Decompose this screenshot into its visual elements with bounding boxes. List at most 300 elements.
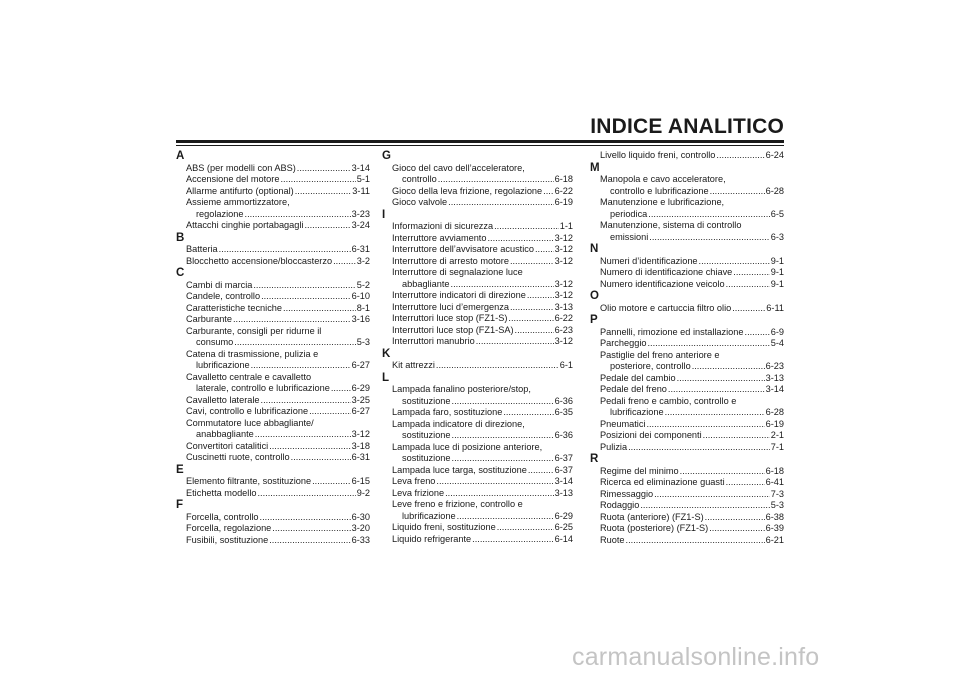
index-entry-text: Cavalletto laterale	[186, 394, 260, 405]
index-entry	[176, 488, 370, 500]
dot-leader	[626, 535, 765, 547]
title-rule-thin	[176, 145, 784, 146]
index-entry	[176, 303, 370, 315]
dot-leader	[745, 327, 770, 339]
index-entry-text: Carburante, consigli per ridurne il	[186, 325, 322, 336]
page-reference: 6-23	[554, 324, 573, 335]
dot-leader	[654, 489, 770, 501]
dot-leader	[487, 233, 553, 245]
index-entry	[176, 174, 370, 186]
index-entry-text: Catena di trasmissione, pulizia e	[186, 348, 319, 359]
index-entry-text: Blocchetto accensione/bloccasterzo	[186, 255, 333, 266]
page-reference: 3-14	[765, 384, 784, 394]
dot-leader	[732, 303, 765, 315]
page-reference: 9-1	[770, 278, 784, 289]
index-entry-text: Forcella, regolazione	[186, 523, 272, 533]
page-reference: 3-2	[356, 255, 370, 266]
dot-leader	[297, 163, 351, 175]
section-letter: O	[590, 290, 599, 302]
index-entry	[590, 384, 784, 396]
index-entry-text: Leva freno	[392, 476, 436, 486]
page-reference: 1-1	[559, 221, 573, 231]
page-reference: 3-24	[351, 220, 370, 230]
page-reference: 3-14	[351, 162, 370, 173]
section-letter: M	[590, 161, 600, 174]
index-entry-text: periodica	[610, 208, 648, 219]
index-entry	[382, 244, 573, 256]
dot-leader	[331, 383, 351, 395]
page-reference: 6-10	[351, 291, 370, 301]
index-entry-text: Interruttore di arresto motore	[392, 255, 509, 266]
page-reference: 6-28	[765, 407, 784, 417]
index-entry-text: Pulizia	[600, 441, 628, 452]
dot-leader	[233, 314, 351, 326]
index-entry-text: Batteria	[186, 244, 218, 254]
dot-leader	[438, 174, 554, 186]
page-reference: 3-12	[554, 278, 573, 289]
page-reference: 5-1	[356, 174, 370, 184]
section-letter: F	[176, 499, 184, 511]
index-entry-text: Informazioni di sicurezza	[392, 221, 494, 231]
dot-leader	[476, 336, 554, 348]
index-entry-text: Ruote	[600, 534, 625, 545]
index-entry	[382, 186, 573, 198]
index-entry	[590, 303, 784, 315]
index-column-3	[590, 150, 784, 546]
index-entry-text: Etichetta modello	[186, 487, 257, 498]
index-entry-text: ABS (per modelli con ABS)	[186, 162, 296, 173]
index-entry	[382, 442, 573, 465]
index-entry	[176, 512, 370, 524]
dot-leader	[726, 477, 765, 489]
index-entry	[590, 466, 784, 478]
index-entry	[382, 336, 573, 348]
index-entry-text: Numero identificazione veicolo	[600, 278, 725, 289]
index-entry	[590, 327, 784, 339]
index-entry-text: Manopola e cavo acceleratore,	[600, 174, 726, 184]
page-reference: 3-12	[554, 255, 573, 266]
index-entry-text: Elemento filtrante, sostituzione	[186, 476, 312, 486]
page-reference: 6-18	[765, 465, 784, 476]
page-reference: 3-14	[554, 476, 573, 486]
index-entry	[590, 150, 784, 162]
dot-leader	[280, 174, 355, 186]
dot-leader	[448, 197, 553, 209]
page-reference: 6-22	[554, 313, 573, 323]
page-reference: 6-14	[554, 533, 573, 544]
dot-leader	[445, 488, 554, 500]
dot-leader	[436, 476, 553, 488]
page-reference: 6-30	[351, 511, 370, 522]
index-entry	[176, 476, 370, 488]
index-entry-text: Interruttore avviamento	[392, 232, 487, 243]
index-entry-text: Interruttori luce stop (FZ1-SA)	[392, 324, 514, 335]
index-entry-text: Rimessaggio	[600, 488, 654, 499]
index-entry	[176, 452, 370, 464]
page-reference: 3-12	[554, 290, 573, 300]
dot-leader	[692, 361, 765, 373]
dot-leader	[628, 442, 770, 454]
dot-leader	[503, 407, 553, 419]
index-entry	[382, 384, 573, 407]
index-entry	[176, 197, 370, 220]
dot-leader	[543, 186, 553, 198]
dot-leader	[260, 512, 351, 524]
index-entry-text: Forcella, controllo	[186, 511, 259, 522]
index-entry-text: Convertitori catalitici	[186, 440, 269, 451]
index-entry-text: Lampada fanalino posteriore/stop,	[392, 384, 531, 394]
dot-leader	[234, 337, 355, 349]
dot-leader	[272, 523, 350, 535]
index-entry-text: consumo	[196, 337, 234, 347]
page-reference: 3-18	[351, 440, 370, 451]
index-entry-text: Liquido refrigerante	[392, 533, 472, 544]
index-entry-text: Leve freno e frizione, controllo e	[392, 499, 523, 509]
index-entry	[590, 350, 784, 373]
index-entry	[382, 233, 573, 245]
section-letter: P	[590, 314, 598, 326]
index-entry-text: Gioco valvole	[392, 197, 448, 207]
dot-leader	[457, 511, 554, 523]
page-reference: 6-29	[351, 383, 370, 393]
index-entry	[176, 220, 370, 232]
page-reference: 8-1	[356, 302, 370, 313]
dot-leader	[494, 221, 559, 233]
index-entry-text: sostituzione	[402, 453, 451, 463]
dot-leader	[253, 280, 355, 292]
page-reference: 3-20	[351, 523, 370, 533]
index-entry-text: lubrificazione	[402, 510, 456, 521]
index-entry	[176, 244, 370, 256]
index-entry-text: Rodaggio	[600, 500, 640, 510]
index-entry-text: Accensione del motore	[186, 174, 280, 184]
page-reference: 6-31	[351, 244, 370, 254]
section-letter: G	[382, 150, 391, 162]
page-reference: 6-41	[765, 477, 784, 487]
dot-leader	[269, 535, 350, 547]
index-entry	[176, 535, 370, 547]
dot-leader	[515, 325, 554, 337]
index-entry	[176, 441, 370, 453]
page-reference: 6-23	[765, 361, 784, 371]
page-reference: 6-9	[770, 326, 784, 337]
index-entry	[590, 419, 784, 431]
index-entry	[382, 476, 573, 488]
index-entry-text: Liquido freni, sostituzione	[392, 522, 496, 532]
section-letter: B	[176, 231, 185, 244]
index-entry-text: Livello liquido freni, controllo	[600, 150, 716, 160]
index-entry	[590, 512, 784, 524]
index-entry	[382, 325, 573, 337]
page-reference: 5-3	[770, 500, 784, 510]
index-entry	[382, 313, 573, 325]
dot-leader	[261, 291, 351, 303]
dot-leader	[295, 186, 352, 198]
section-letter: N	[590, 243, 599, 255]
section-letter: L	[382, 371, 390, 384]
index-entry-text: Gioco della leva frizione, regolazione	[392, 185, 543, 196]
index-entry-text: anabbagliante	[196, 429, 254, 439]
index-entry-text: Pannelli, rimozione ed installazione	[600, 326, 744, 337]
section-letter: K	[382, 347, 391, 360]
index-entry-text: posteriore, controllo	[610, 361, 691, 371]
index-entry	[590, 523, 784, 535]
index-entry-text: lubrificazione	[610, 407, 664, 417]
section-letter: E	[176, 463, 184, 476]
index-entry	[590, 477, 784, 489]
index-entry	[176, 291, 370, 303]
index-entry-text: Caratteristiche tecniche	[186, 302, 283, 313]
title-rule	[176, 140, 784, 143]
page-reference: 3-12	[351, 429, 370, 439]
page-reference: 3-13	[765, 372, 784, 383]
index-entry	[590, 338, 784, 350]
index-entry-text: Lampada faro, sostituzione	[392, 407, 503, 417]
dot-leader	[333, 256, 356, 268]
index-entry	[382, 256, 573, 268]
index-entry-text: Pedali freno e cambio, controllo e	[600, 395, 737, 406]
index-entry-text: Fusibili, sostituzione	[186, 534, 269, 545]
index-entry	[176, 349, 370, 372]
index-entry	[382, 499, 573, 522]
index-entry	[176, 406, 370, 418]
index-entry-text: lubrificazione	[196, 360, 250, 370]
index-entry-text: laterale, controllo e lubrificazione	[196, 383, 330, 393]
index-entry-text: Interruttore dell’avvisatore acustico	[392, 244, 534, 254]
page-reference: 6-18	[554, 174, 573, 184]
index-entry-text: Allarme antifurto (optional)	[186, 185, 294, 196]
index-entry	[590, 489, 784, 501]
page-reference: 3-12	[554, 336, 573, 346]
dot-leader	[312, 476, 350, 488]
page-reference: 5-3	[356, 337, 370, 347]
index-entry-text: Gioco del cavo dell’acceleratore,	[392, 162, 525, 173]
section-letter: R	[590, 453, 599, 465]
page-reference: 6-39	[765, 523, 784, 533]
index-entry-text: Interruttore indicatori di direzione	[392, 290, 526, 300]
page-reference: 9-1	[770, 267, 784, 277]
index-entry	[590, 256, 784, 268]
index-entry	[382, 419, 573, 442]
page-reference: 6-37	[554, 464, 573, 475]
watermark: carmanualsonline.info	[572, 643, 820, 671]
dot-leader	[668, 384, 765, 396]
dot-leader	[705, 512, 765, 524]
index-entry	[590, 220, 784, 243]
dot-leader	[527, 290, 554, 302]
index-entry	[176, 395, 370, 407]
dot-leader	[665, 407, 765, 419]
index-entry	[590, 442, 784, 454]
dot-leader	[283, 303, 356, 315]
page-reference: 6-38	[765, 511, 784, 522]
page-reference: 3-25	[351, 394, 370, 405]
index-entry	[176, 256, 370, 268]
dot-leader	[436, 360, 559, 372]
page-reference: 3-13	[554, 487, 573, 498]
section-letter: C	[176, 267, 185, 279]
page-reference: 6-28	[765, 185, 784, 196]
page-reference: 6-22	[554, 185, 573, 196]
index-entry-text: regolazione	[196, 208, 244, 219]
dot-leader	[304, 220, 350, 232]
index-entry	[590, 197, 784, 220]
index-entry	[176, 163, 370, 175]
index-entry	[590, 279, 784, 291]
index-entry-text: emissioni	[610, 231, 649, 242]
index-entry	[382, 522, 573, 534]
index-entry-text: sostituzione	[402, 395, 451, 406]
index-entry	[590, 267, 784, 279]
index-entry-text: Numero di identificazione chiave	[600, 267, 733, 277]
page-reference: 6-1	[559, 360, 573, 370]
index-entry-text: Regime del minimo	[600, 465, 679, 476]
index-entry	[590, 500, 784, 512]
page-reference: 6-19	[765, 418, 784, 429]
index-entry-text: Ruota (anteriore) (FZ1-S)	[600, 511, 704, 522]
page-reference: 3-16	[351, 314, 370, 324]
dot-leader	[733, 267, 769, 279]
index-entry-text: Cuscinetti ruote, controllo	[186, 452, 290, 462]
dot-leader	[245, 209, 351, 221]
dot-leader	[680, 466, 765, 478]
index-entry	[590, 396, 784, 419]
page-reference: 3-12	[554, 244, 573, 254]
index-entry-text: Posizioni dei componenti	[600, 430, 702, 440]
page-reference: 3-11	[352, 185, 370, 196]
index-entry-text: Carburante	[186, 314, 232, 324]
index-entry	[382, 221, 573, 233]
dot-leader	[257, 488, 355, 500]
page-reference: 3-12	[554, 232, 573, 243]
page-reference: 2-1	[770, 430, 784, 440]
dot-leader	[255, 429, 351, 441]
page-reference: 6-36	[554, 430, 573, 440]
dot-leader	[699, 256, 770, 268]
index-entry-text: Ruota (posteriore) (FZ1-S)	[600, 523, 709, 533]
index-entry-text: Lampada indicatore di direzione,	[392, 418, 525, 429]
index-entry	[176, 326, 370, 349]
dot-leader	[508, 313, 553, 325]
index-entry-text: Manutenzione e lubrificazione,	[600, 197, 725, 207]
page-reference: 6-3	[770, 231, 784, 242]
page-reference: 3-23	[351, 208, 370, 219]
index-entry	[590, 174, 784, 197]
section-letter: I	[382, 208, 386, 221]
index-entry	[382, 267, 573, 290]
index-entry	[176, 418, 370, 441]
dot-leader	[510, 302, 554, 314]
page-reference: 6-27	[351, 406, 370, 416]
dot-leader	[497, 522, 554, 534]
dot-leader	[261, 395, 351, 407]
index-entry	[382, 407, 573, 419]
dot-leader	[649, 232, 769, 244]
index-entry	[382, 488, 573, 500]
page-reference: 6-21	[765, 534, 784, 545]
index-entry-text: Pneumatici	[600, 418, 646, 429]
dot-leader	[452, 453, 554, 465]
index-entry	[176, 186, 370, 198]
page-reference: 3-13	[554, 301, 573, 312]
page-reference: 5-4	[770, 338, 784, 348]
index-entry	[382, 534, 573, 546]
index-entry-text: abbagliante	[402, 278, 450, 289]
index-entry-text: Assieme ammortizzatore,	[186, 197, 290, 207]
dot-leader	[309, 406, 351, 418]
page-reference: 6-15	[351, 476, 370, 486]
index-entry	[590, 535, 784, 547]
page-reference: 6-36	[554, 395, 573, 406]
page-reference: 6-24	[765, 150, 784, 160]
index-entry	[382, 290, 573, 302]
index-entry-text: Cavi, controllo e lubrificazione	[186, 406, 309, 416]
dot-leader	[726, 279, 770, 291]
page-reference: 9-1	[770, 255, 784, 266]
index-entry-text: Kit attrezzi	[392, 360, 435, 370]
index-entry-text: controllo e lubrificazione	[610, 185, 709, 196]
page-reference: 6-5	[770, 208, 784, 219]
index-entry-text: Interruttori luce stop (FZ1-S)	[392, 313, 508, 323]
page-reference: 5-2	[356, 279, 370, 290]
index-entry-text: Cavalletto centrale e cavalletto	[186, 371, 312, 382]
index-entry	[590, 430, 784, 442]
page-reference: 6-35	[554, 407, 573, 417]
dot-leader	[648, 209, 769, 221]
index-entry	[382, 197, 573, 209]
page-title: INDICE ANALITICO	[590, 115, 784, 138]
index-entry	[176, 314, 370, 326]
dot-leader	[647, 338, 769, 350]
dot-leader	[472, 534, 553, 546]
page-reference: 6-11	[766, 302, 784, 313]
index-entry	[176, 280, 370, 292]
dot-leader	[646, 419, 764, 431]
index-entry-text: Interruttori manubrio	[392, 336, 475, 346]
index-entry-text: Attacchi cinghie portabagagli	[186, 220, 304, 230]
dot-leader	[640, 500, 769, 512]
page-reference: 7-3	[770, 488, 784, 499]
dot-leader	[710, 186, 765, 198]
dot-leader	[452, 430, 554, 442]
page-reference: 6-19	[554, 197, 573, 207]
index-entry-text: Commutatore luce abbagliante/	[186, 417, 314, 428]
index-entry-text: Lampada luce targa, sostituzione	[392, 464, 527, 475]
index-entry-text: Manutenzione, sistema di controllo	[600, 220, 742, 230]
index-entry	[590, 373, 784, 385]
dot-leader	[535, 244, 554, 256]
index-column-1	[176, 150, 370, 546]
page-reference: 6-37	[554, 453, 573, 463]
dot-leader	[703, 430, 770, 442]
dot-leader	[269, 441, 350, 453]
dot-leader	[451, 279, 554, 291]
page-reference: 6-29	[554, 510, 573, 521]
dot-leader	[709, 523, 764, 535]
dot-leader	[251, 360, 351, 372]
index-entry	[382, 360, 573, 372]
index-entry	[382, 302, 573, 314]
page-reference: 9-2	[356, 487, 370, 498]
dot-leader	[219, 244, 351, 256]
dot-leader	[510, 256, 554, 268]
index-entry	[382, 465, 573, 477]
index-entry	[382, 163, 573, 186]
index-entry-text: Candele, controllo	[186, 291, 261, 301]
dot-leader	[677, 373, 765, 385]
page-reference: 6-25	[554, 522, 573, 532]
dot-leader	[291, 452, 351, 464]
